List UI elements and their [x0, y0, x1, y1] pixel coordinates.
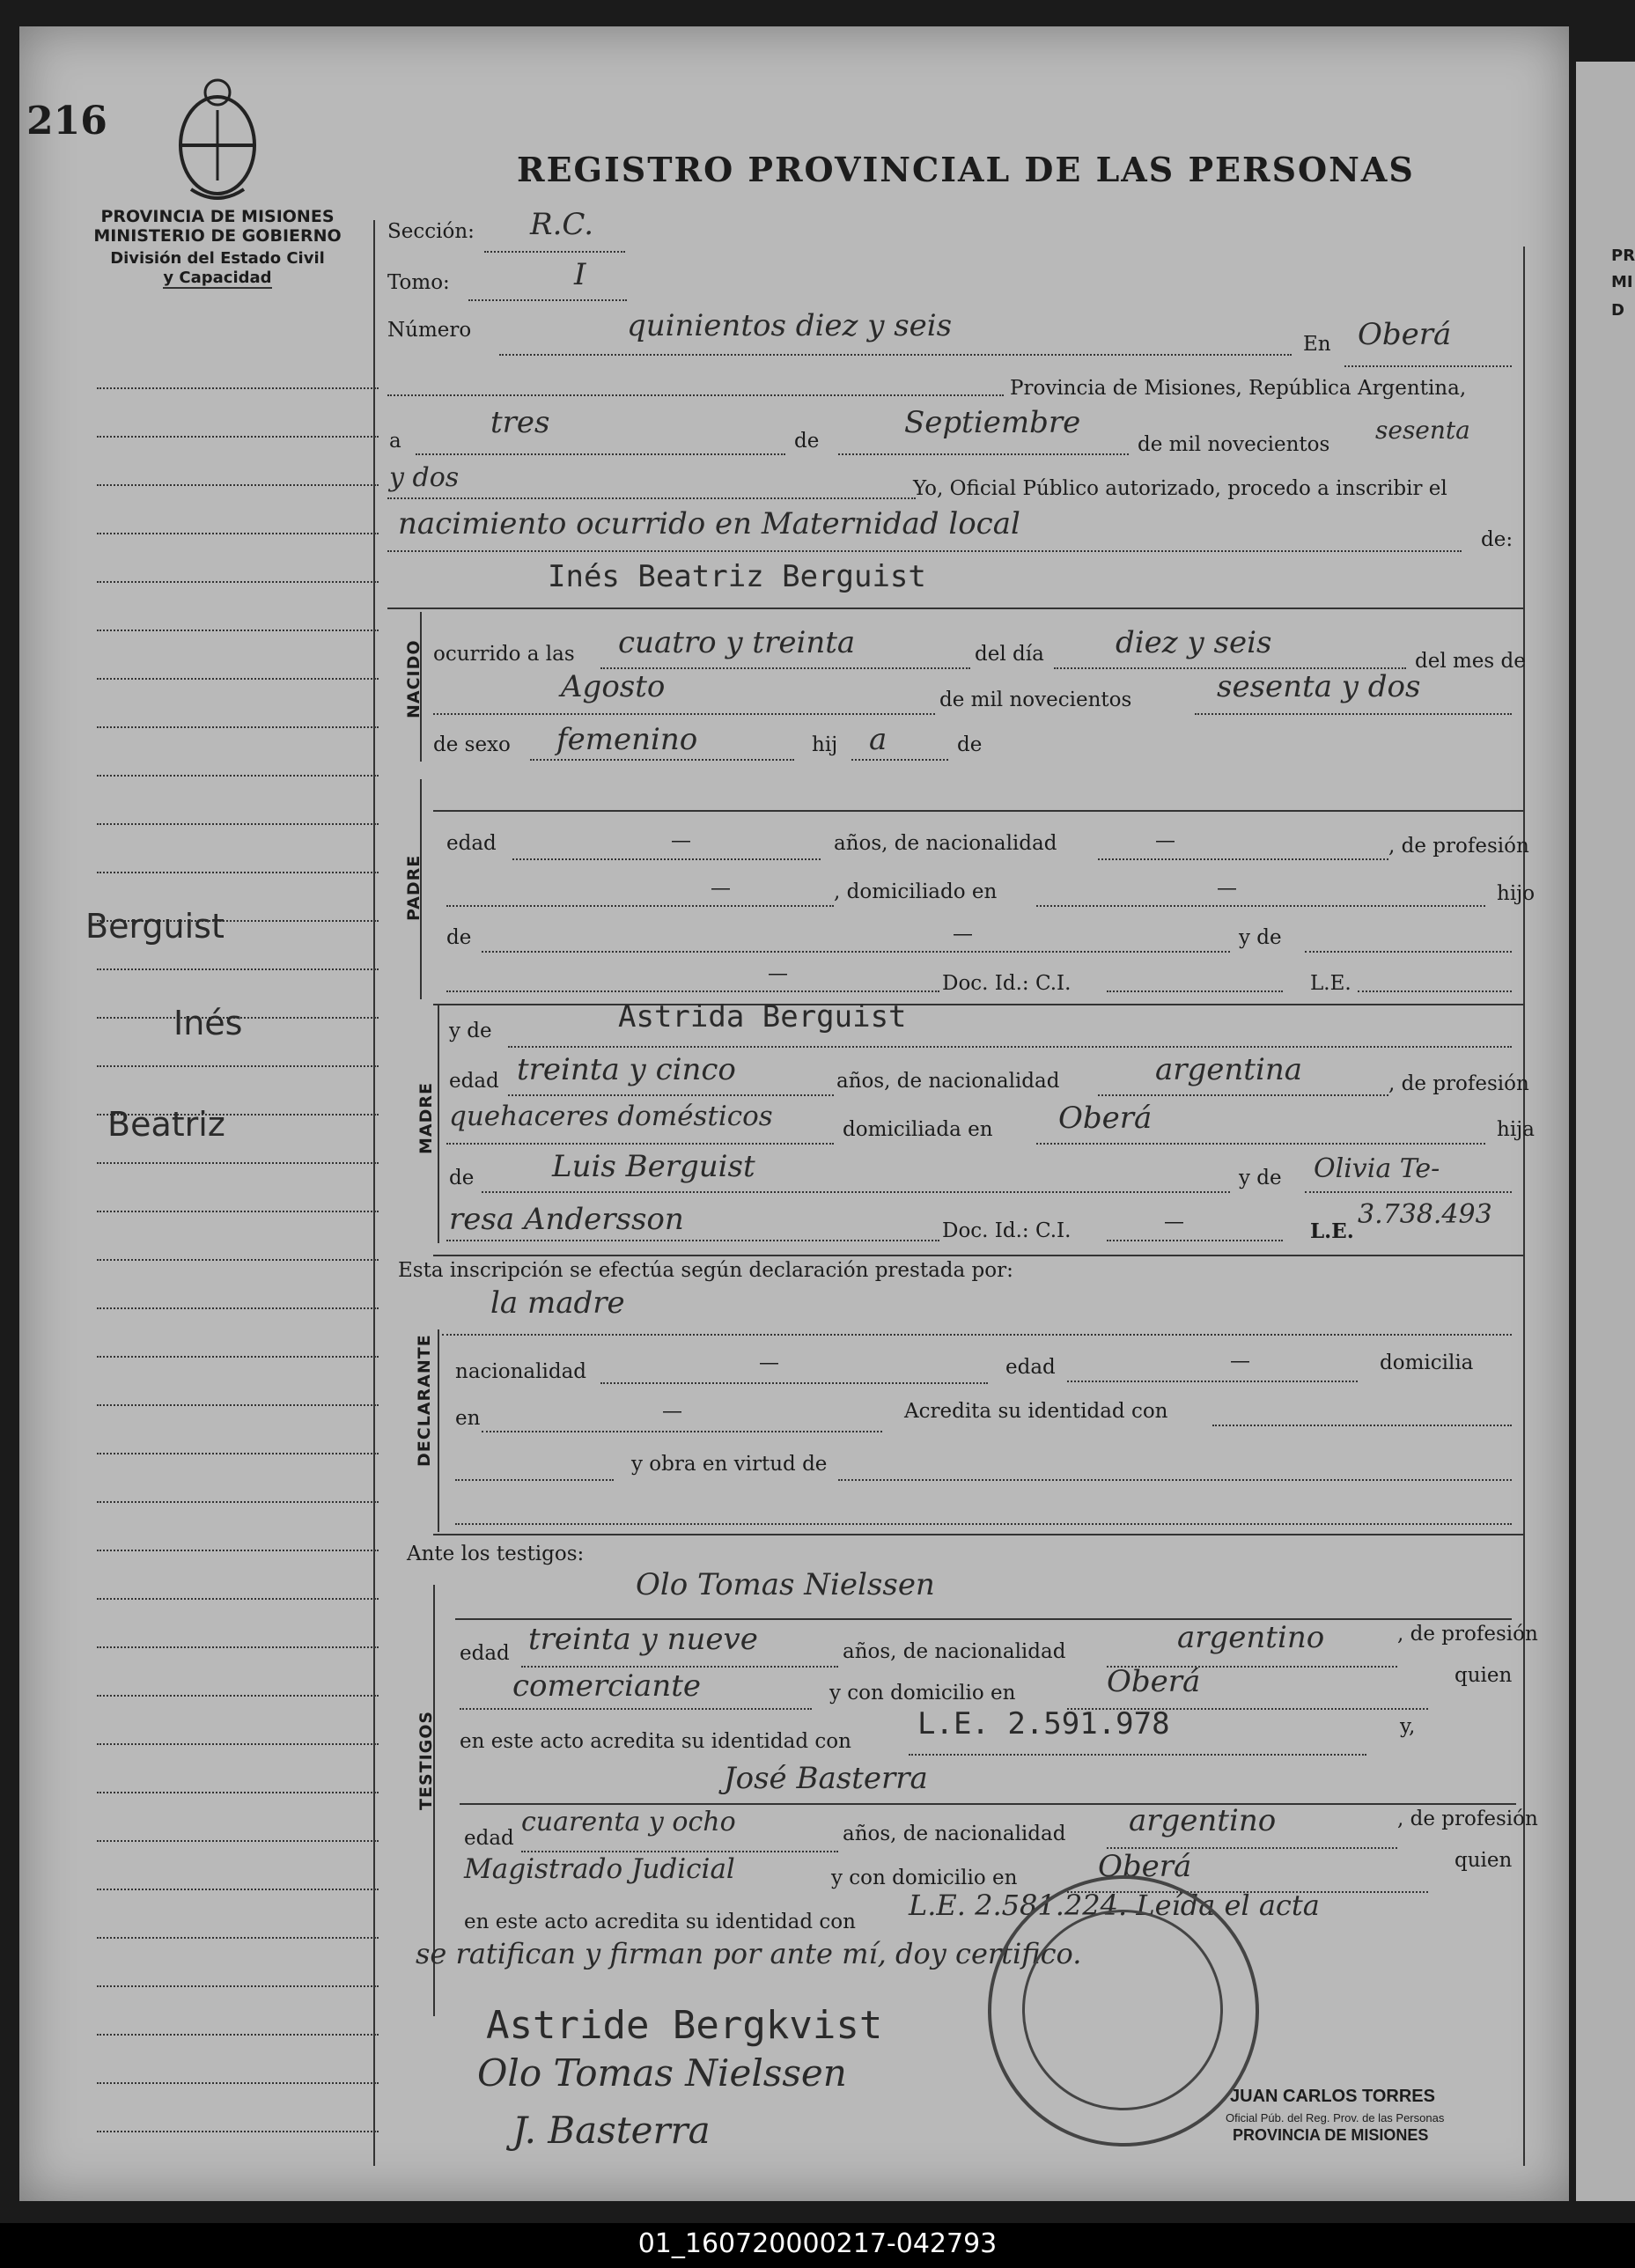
nacido-mil-label: de mil novecientos — [939, 688, 1132, 711]
closing-text: se ratifican y firman por ante mí, doy certifico. — [416, 1937, 1082, 1970]
t1-profesion-label: , de profesión — [1397, 1623, 1538, 1646]
numero-value: quinientos diez y seis — [627, 308, 953, 343]
madre-y-de2-label: y de — [1239, 1167, 1282, 1189]
t2-acredita-label: en este acto acredita su identidad con — [464, 1911, 856, 1933]
org-capacity: y Capacidad — [163, 269, 272, 287]
signature-2: Olo Tomas Nielssen — [477, 2051, 847, 2095]
declarante-domicilia-label: domicilia — [1380, 1351, 1474, 1374]
madre-domicilio-value: Oberá — [1058, 1101, 1153, 1136]
form-right-border — [1523, 247, 1525, 2166]
org-province: PROVINCIA DE MISIONES — [100, 207, 335, 226]
padre-profesion-value: — — [711, 877, 731, 900]
madre-y-de-label: y de — [449, 1020, 492, 1042]
hij-de-label: de — [957, 733, 983, 756]
t1-anios-label: años, de nacionalidad — [843, 1640, 1066, 1663]
org-block — [68, 207, 367, 289]
t2-anios-label: años, de nacionalidad — [843, 1822, 1066, 1845]
madre-le-value: 3.738.493 — [1358, 1199, 1492, 1230]
mes-value: Septiembre — [904, 405, 1081, 440]
margin-name2: Beatriz — [107, 1105, 225, 1144]
t2-nacionalidad: argentino — [1129, 1803, 1277, 1838]
t2-domicilio-label: y con domicilio en — [831, 1867, 1018, 1889]
tomo-label: Tomo: — [387, 271, 450, 294]
hecho-value: nacimiento ocurrido en Maternidad local — [398, 506, 1020, 541]
adjacent-fragment-1: PR — [1611, 247, 1635, 265]
declarante-label: DECLARANTE — [415, 1334, 434, 1467]
padre-padre-value: — — [953, 923, 973, 946]
declarante-intro: Esta inscripción se efectúa según declaración prestada por: — [398, 1259, 1013, 1282]
padre-hijo-label: hijo — [1497, 882, 1536, 905]
register-page — [19, 26, 1569, 2201]
madre-anios-label: años, de nacionalidad — [836, 1070, 1060, 1093]
sexo-value: femenino — [556, 722, 698, 757]
t2-domicilio: Oberá — [1098, 1849, 1192, 1884]
declarante-nacionalidad-label: nacionalidad — [455, 1360, 587, 1383]
coat-of-arms-icon — [169, 75, 266, 210]
declarante-en-value: — — [662, 1400, 682, 1423]
nombre-value: Inés Beatriz Berguist — [548, 559, 926, 594]
madre-label: MADRE — [416, 1082, 436, 1154]
madre-hija-label: hija — [1497, 1118, 1536, 1141]
t2-edad: cuarenta y ocho — [521, 1807, 736, 1837]
t1-domicilio: Oberá — [1107, 1664, 1201, 1699]
t1-nombre: Olo Tomas Nielssen — [636, 1567, 935, 1602]
provincia-text: Provincia de Misiones, República Argentina, — [1010, 377, 1467, 400]
dia-value: diez y seis — [1116, 625, 1272, 660]
anio-value: sesenta — [1375, 416, 1470, 445]
t1-edad-label: edad — [460, 1642, 510, 1665]
sexo-label: de sexo — [433, 733, 511, 756]
del-mes-label: del mes de — [1415, 650, 1526, 673]
page-title: REGISTRO PROVINCIAL DE LAS PERSONAS — [517, 150, 1415, 189]
padre-label: PADRE — [404, 854, 423, 921]
t2-edad-label: edad — [464, 1827, 514, 1850]
nacido-mes-value: Agosto — [561, 669, 666, 704]
a-value: tres — [490, 405, 550, 440]
ocurrido-label: ocurrido a las — [433, 643, 575, 666]
madre-profesion-label: , de profesión — [1388, 1072, 1529, 1095]
t1-nacionalidad: argentino — [1177, 1620, 1325, 1655]
form-left-border — [373, 220, 375, 2166]
a-label: a — [389, 430, 401, 453]
nacido-anio-value: sesenta y dos — [1217, 669, 1421, 704]
t2-profesion-label: , de profesión — [1397, 1808, 1538, 1830]
t1-domicilio-label: y con domicilio en — [829, 1682, 1016, 1705]
file-id: 01_160720000217-042793 — [637, 2228, 998, 2259]
madre-edad-label: edad — [449, 1070, 499, 1093]
official-stamp-seal — [988, 1875, 1259, 2146]
page-number: 216 — [26, 99, 107, 144]
madre-nacionalidad-value: argentina — [1155, 1052, 1303, 1087]
en-value: Oberá — [1358, 317, 1452, 352]
madre-de-label: de — [449, 1167, 475, 1189]
declarante-nacionalidad-value: — — [759, 1351, 779, 1374]
madre-padre-value: Luis Berguist — [552, 1149, 755, 1184]
madre-nombre-value: Astrida Berguist — [618, 999, 907, 1035]
anio-value-2: y dos — [389, 462, 460, 493]
footer-bar — [0, 2223, 1635, 2268]
mil-label: de mil novecientos — [1138, 433, 1330, 456]
madre-ci-value: — — [1164, 1211, 1184, 1233]
numero-label: Número — [387, 319, 472, 342]
nacido-label: NACIDO — [404, 639, 423, 718]
padre-y-de-label: y de — [1239, 926, 1282, 949]
padre-doc-label: Doc. Id.: C.I. — [942, 972, 1072, 995]
padre-domiciliado-label: , domiciliado en — [834, 880, 998, 903]
padre-extra-value: — — [768, 962, 788, 985]
seccion-label: Sección: — [387, 220, 475, 243]
t1-quien-label: quien — [1455, 1664, 1513, 1687]
t1-edad: treinta y nueve — [528, 1622, 758, 1657]
t1-y-label: y, — [1400, 1715, 1416, 1738]
t2-nombre: José Basterra — [724, 1761, 928, 1796]
madre-madre-value: Olivia Te- — [1314, 1153, 1440, 1184]
hij-label: hij — [812, 733, 838, 756]
oficial-text: Yo, Oficial Público autorizado, procedo a inscribir el — [913, 477, 1447, 500]
tomo-value: I — [574, 257, 586, 292]
margin-name1: Inés — [173, 1004, 243, 1042]
hora-value: cuatro y treinta — [618, 625, 856, 660]
officer-name: JUAN CARLOS TORRES — [1230, 2087, 1435, 2106]
org-division: División del Estado Civil — [110, 249, 325, 268]
padre-nacionalidad-value: — — [1155, 829, 1175, 852]
padre-profesion-label: , de profesión — [1388, 835, 1529, 858]
t1-acredita-label: en este acto acredita su identidad con — [460, 1730, 851, 1753]
declarante-obra-label: y obra en virtud de — [631, 1453, 828, 1476]
madre-profesion-value: quehaceres domésticos — [449, 1101, 773, 1132]
padre-edad-label: edad — [446, 832, 497, 855]
officer-title: Oficial Púb. del Reg. Prov. de las Personas — [1226, 2111, 1445, 2124]
padre-edad-value: — — [671, 829, 691, 852]
adjacent-fragment-2: MI — [1611, 273, 1633, 291]
de-colon: de: — [1481, 528, 1513, 551]
testigos-intro: Ante los testigos: — [407, 1543, 585, 1565]
signature-1: Astride Bergkvist — [486, 2003, 883, 2048]
adjacent-fragment-3: D — [1611, 301, 1624, 320]
t2-profesion: Magistrado Judicial — [464, 1853, 735, 1885]
en-label: En — [1303, 333, 1331, 356]
madre-le-label: L.E. — [1310, 1219, 1354, 1243]
declarante-edad-label: edad — [1005, 1356, 1056, 1379]
seccion-value: R.C. — [530, 207, 594, 242]
t1-profesion: comerciante — [512, 1668, 701, 1704]
t1-doc: L.E. 2.591.978 — [917, 1706, 1170, 1742]
adjacent-page-edge — [1576, 62, 1635, 2201]
declarante-value: la madre — [490, 1285, 625, 1321]
padre-de-label: de — [446, 926, 472, 949]
declarante-edad-value: — — [1230, 1350, 1250, 1373]
padre-domicilio-value: — — [1217, 877, 1237, 900]
declarante-acredita-label: Acredita su identidad con — [904, 1400, 1168, 1423]
madre-doc-label: Doc. Id.: C.I. — [942, 1219, 1072, 1242]
hij-value: a — [869, 722, 887, 757]
signature-3: J. Basterra — [512, 2109, 711, 2152]
madre-edad-value: treinta y cinco — [517, 1052, 736, 1087]
de-label: de — [794, 430, 820, 453]
margin-surname: Berguist — [85, 907, 225, 946]
madre-madre-value-2: resa Andersson — [449, 1202, 684, 1237]
del-dia-label: del día — [975, 643, 1044, 666]
declarante-en-label: en — [455, 1407, 481, 1430]
t2-doc: L.E. 2.581.224. Leída el acta — [909, 1889, 1320, 1922]
padre-anios-label: años, de nacionalidad — [834, 832, 1057, 855]
testigos-label: TESTIGOS — [416, 1710, 436, 1810]
padre-le-label: L.E. — [1310, 972, 1351, 995]
t2-quien-label: quien — [1455, 1849, 1513, 1872]
madre-domiciliada-label: domiciliada en — [843, 1118, 993, 1141]
org-ministry: MINISTERIO DE GOBIERNO — [93, 226, 342, 246]
officer-province: PROVINCIA DE MISIONES — [1233, 2126, 1429, 2144]
